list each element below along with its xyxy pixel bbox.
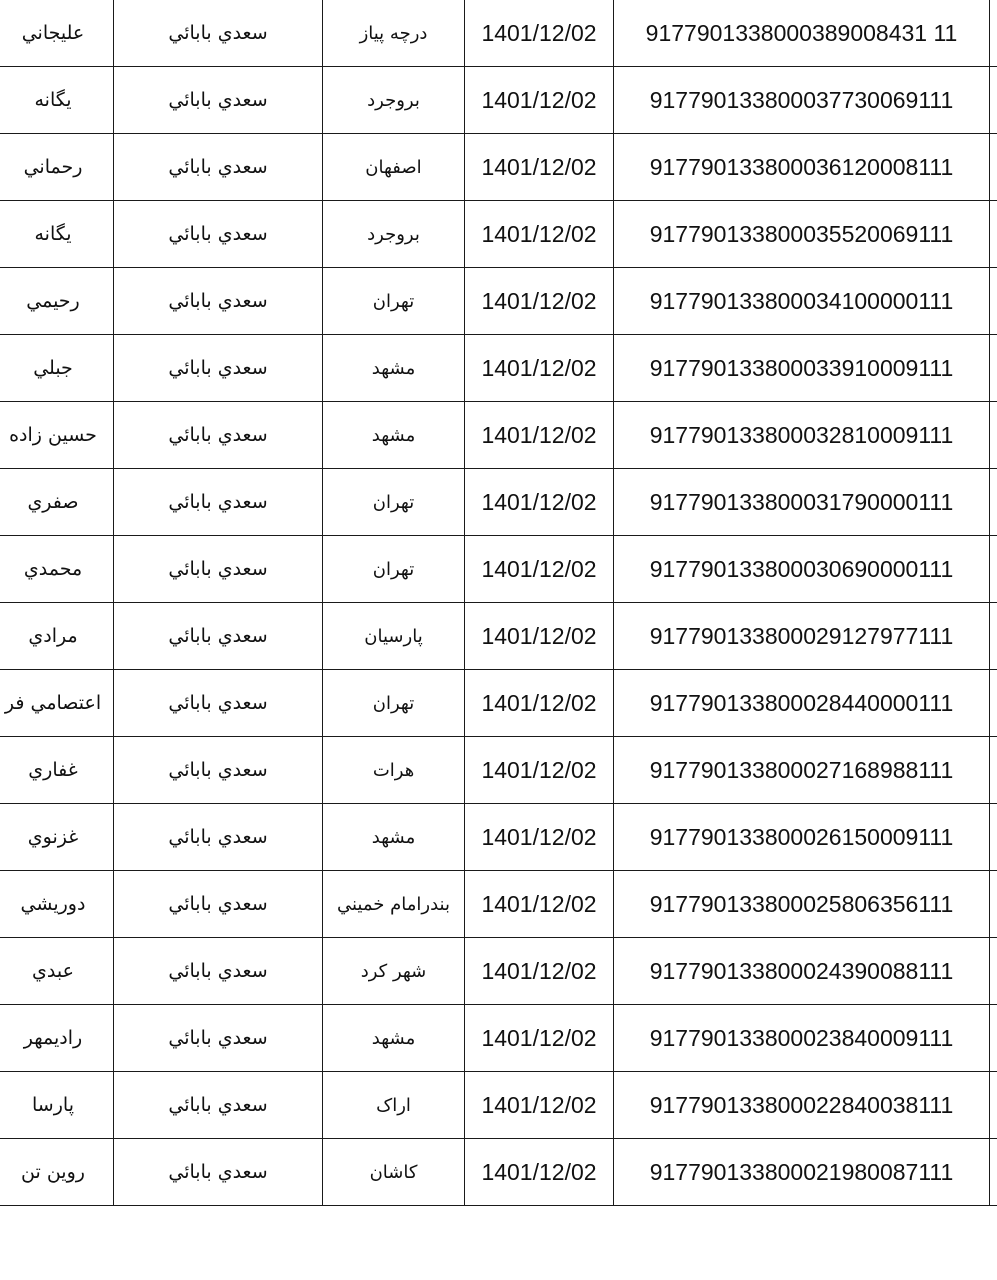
date-cell: 1401/12/02 bbox=[465, 536, 614, 603]
city-cell: مشهد bbox=[323, 804, 465, 871]
recipient-name-cell: يگانه bbox=[0, 67, 114, 134]
recipient-name-cell: اعتصامي فر bbox=[0, 670, 114, 737]
edge-cell bbox=[990, 335, 997, 402]
city-cell: تهران bbox=[323, 670, 465, 737]
edge-cell bbox=[990, 268, 997, 335]
edge-cell bbox=[990, 67, 997, 134]
city-cell: پارسيان bbox=[323, 603, 465, 670]
table-row bbox=[0, 268, 997, 335]
table-row bbox=[0, 871, 997, 938]
tracking-code-cell: 917790133800024390088111 bbox=[614, 938, 990, 1005]
edge-cell bbox=[990, 469, 997, 536]
sender-name-cell: سعدي بابائي bbox=[114, 938, 323, 1005]
sender-name-cell: سعدي بابائي bbox=[114, 737, 323, 804]
recipient-name-cell: عبدي bbox=[0, 938, 114, 1005]
table-row bbox=[0, 938, 997, 1005]
city-cell: درچه پياز bbox=[323, 0, 465, 67]
table-row bbox=[0, 603, 997, 670]
city-cell: اراک bbox=[323, 1072, 465, 1139]
tracking-code-cell: 9177901338000389008431 11 bbox=[614, 0, 990, 67]
sender-name-cell: سعدي بابائي bbox=[114, 871, 323, 938]
recipient-name-cell: عليجاني bbox=[0, 0, 114, 67]
edge-cell bbox=[990, 134, 997, 201]
city-cell: بندرامام خميني bbox=[323, 871, 465, 938]
table-row bbox=[0, 1139, 997, 1206]
sender-name-cell: سعدي بابائي bbox=[114, 402, 323, 469]
recipient-name-cell: حسين زاده bbox=[0, 402, 114, 469]
tracking-code-cell: 917790133800027168988111 bbox=[614, 737, 990, 804]
date-cell: 1401/12/02 bbox=[465, 737, 614, 804]
edge-cell bbox=[990, 201, 997, 268]
date-cell: 1401/12/02 bbox=[465, 268, 614, 335]
city-cell: اصفهان bbox=[323, 134, 465, 201]
date-cell: 1401/12/02 bbox=[465, 670, 614, 737]
sender-name-cell: سعدي بابائي bbox=[114, 268, 323, 335]
table-row bbox=[0, 201, 997, 268]
table-row bbox=[0, 402, 997, 469]
city-cell: شهر كرد bbox=[323, 938, 465, 1005]
date-cell: 1401/12/02 bbox=[465, 1072, 614, 1139]
date-cell: 1401/12/02 bbox=[465, 134, 614, 201]
edge-cell bbox=[990, 603, 997, 670]
date-cell: 1401/12/02 bbox=[465, 603, 614, 670]
table-row bbox=[0, 670, 997, 737]
tracking-code-cell: 917790133800033910009111 bbox=[614, 335, 990, 402]
sender-name-cell: سعدي بابائي bbox=[114, 804, 323, 871]
tracking-code-cell: 917790133800022840038111 bbox=[614, 1072, 990, 1139]
edge-cell bbox=[990, 871, 997, 938]
sender-name-cell: سعدي بابائي bbox=[114, 335, 323, 402]
city-cell: مشهد bbox=[323, 402, 465, 469]
edge-cell bbox=[990, 804, 997, 871]
date-cell: 1401/12/02 bbox=[465, 0, 614, 67]
sender-name-cell: سعدي بابائي bbox=[114, 0, 323, 67]
table-row bbox=[0, 737, 997, 804]
tracking-code-cell: 917790133800035520069111 bbox=[614, 201, 990, 268]
tracking-code-cell: 917790133800031790000111 bbox=[614, 469, 990, 536]
recipient-name-cell: غزنوي bbox=[0, 804, 114, 871]
table-row bbox=[0, 335, 997, 402]
city-cell: بروجرد bbox=[323, 201, 465, 268]
sender-name-cell: سعدي بابائي bbox=[114, 536, 323, 603]
sender-name-cell: سعدي بابائي bbox=[114, 603, 323, 670]
recipient-name-cell: مرادي bbox=[0, 603, 114, 670]
sender-name-cell: سعدي بابائي bbox=[114, 134, 323, 201]
recipient-name-cell: محمدي bbox=[0, 536, 114, 603]
recipient-name-cell: پارسا bbox=[0, 1072, 114, 1139]
city-cell: هرات bbox=[323, 737, 465, 804]
edge-cell bbox=[990, 737, 997, 804]
tracking-code-cell: 917790133800026150009111 bbox=[614, 804, 990, 871]
sender-name-cell: سعدي بابائي bbox=[114, 469, 323, 536]
edge-cell bbox=[990, 1139, 997, 1206]
edge-cell bbox=[990, 670, 997, 737]
city-cell: تهران bbox=[323, 536, 465, 603]
date-cell: 1401/12/02 bbox=[465, 335, 614, 402]
city-cell: تهران bbox=[323, 268, 465, 335]
recipient-name-cell: راديمهر bbox=[0, 1005, 114, 1072]
date-cell: 1401/12/02 bbox=[465, 804, 614, 871]
tracking-code-cell: 917790133800030690000111 bbox=[614, 536, 990, 603]
sender-name-cell: سعدي بابائي bbox=[114, 1005, 323, 1072]
table-row bbox=[0, 469, 997, 536]
recipient-name-cell: جبلي bbox=[0, 335, 114, 402]
table-row bbox=[0, 804, 997, 871]
tracking-code-cell: 917790133800028440000111 bbox=[614, 670, 990, 737]
tracking-code-cell: 917790133800037730069111 bbox=[614, 67, 990, 134]
table-row bbox=[0, 1005, 997, 1072]
edge-cell bbox=[990, 0, 997, 67]
table-row bbox=[0, 1072, 997, 1139]
city-cell: كاشان bbox=[323, 1139, 465, 1206]
recipient-name-cell: يگانه bbox=[0, 201, 114, 268]
recipient-name-cell: غفاري bbox=[0, 737, 114, 804]
date-cell: 1401/12/02 bbox=[465, 938, 614, 1005]
recipient-name-cell: صفري bbox=[0, 469, 114, 536]
table-row bbox=[0, 134, 997, 201]
sender-name-cell: سعدي بابائي bbox=[114, 67, 323, 134]
edge-cell bbox=[990, 402, 997, 469]
edge-cell bbox=[990, 1005, 997, 1072]
sender-name-cell: سعدي بابائي bbox=[114, 670, 323, 737]
city-cell: مشهد bbox=[323, 335, 465, 402]
date-cell: 1401/12/02 bbox=[465, 1005, 614, 1072]
sender-name-cell: سعدي بابائي bbox=[114, 1072, 323, 1139]
edge-cell bbox=[990, 1072, 997, 1139]
tracking-code-cell: 917790133800023840009111 bbox=[614, 1005, 990, 1072]
tracking-code-cell: 917790133800029127977111 bbox=[614, 603, 990, 670]
date-cell: 1401/12/02 bbox=[465, 1139, 614, 1206]
tracking-code-cell: 917790133800034100000111 bbox=[614, 268, 990, 335]
table-row bbox=[0, 67, 997, 134]
edge-cell bbox=[990, 938, 997, 1005]
recipient-name-cell: رحيمي bbox=[0, 268, 114, 335]
date-cell: 1401/12/02 bbox=[465, 67, 614, 134]
tracking-code-cell: 917790133800021980087111 bbox=[614, 1139, 990, 1206]
date-cell: 1401/12/02 bbox=[465, 469, 614, 536]
recipient-name-cell: رحماني bbox=[0, 134, 114, 201]
city-cell: مشهد bbox=[323, 1005, 465, 1072]
table-row bbox=[0, 536, 997, 603]
date-cell: 1401/12/02 bbox=[465, 201, 614, 268]
city-cell: تهران bbox=[323, 469, 465, 536]
sender-name-cell: سعدي بابائي bbox=[114, 1139, 323, 1206]
sender-name-cell: سعدي بابائي bbox=[114, 201, 323, 268]
tracking-code-cell: 917790133800025806356111 bbox=[614, 871, 990, 938]
recipient-name-cell: دوريشي bbox=[0, 871, 114, 938]
date-cell: 1401/12/02 bbox=[465, 871, 614, 938]
tracking-code-cell: 917790133800036120008111 bbox=[614, 134, 990, 201]
date-cell: 1401/12/02 bbox=[465, 402, 614, 469]
city-cell: بروجرد bbox=[323, 67, 465, 134]
tracking-code-cell: 917790133800032810009111 bbox=[614, 402, 990, 469]
edge-cell bbox=[990, 536, 997, 603]
table-row bbox=[0, 0, 997, 67]
recipient-name-cell: روين تن bbox=[0, 1139, 114, 1206]
